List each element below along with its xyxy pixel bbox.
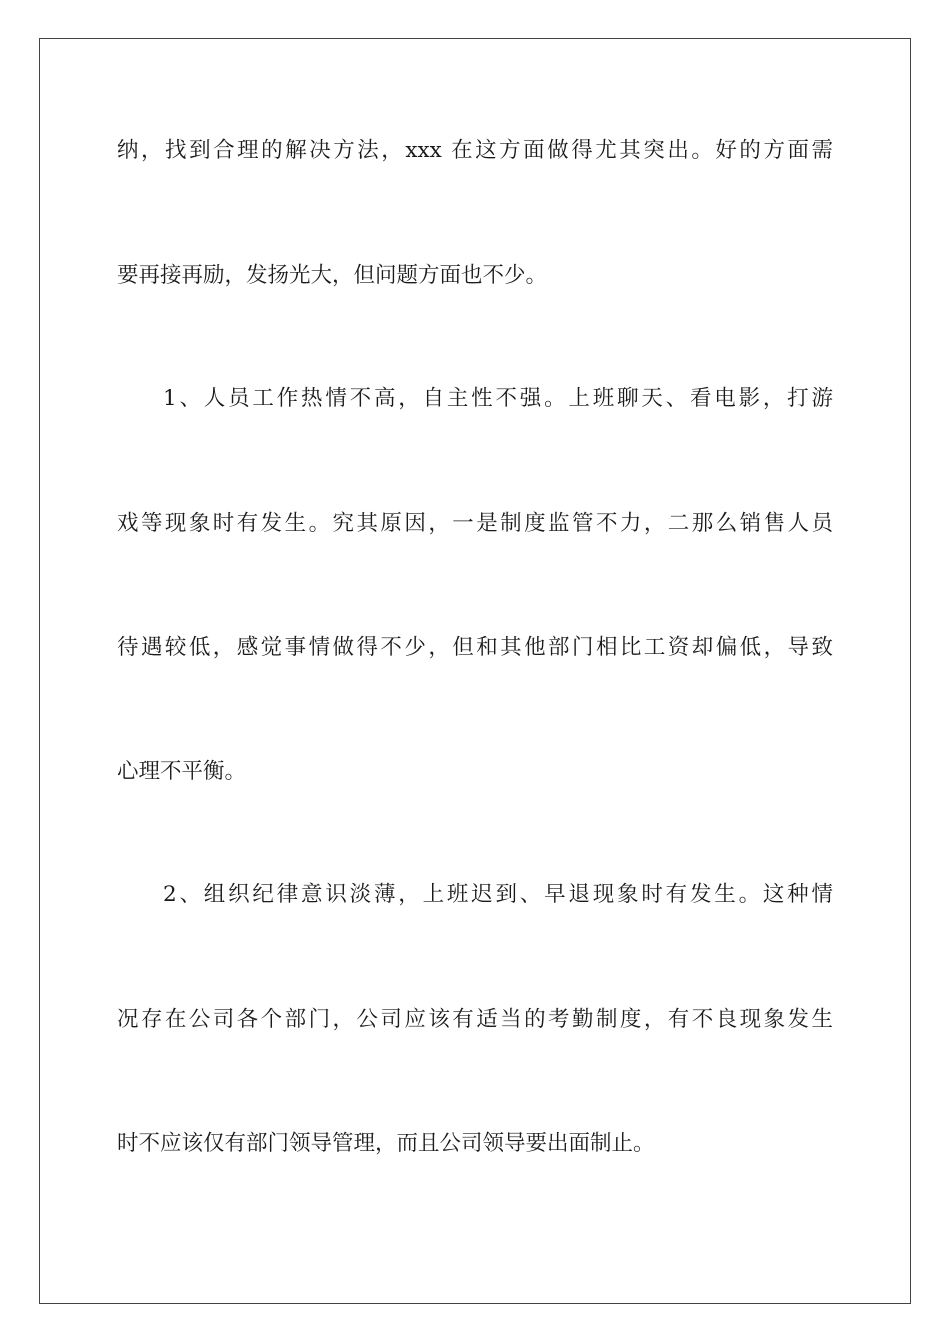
text-line: 心理不平衡。: [117, 759, 247, 784]
paragraph-first-line: 1、人员工作热情不高，自主性不强。上班聊天、看电影，打游: [163, 386, 833, 411]
page-border: [39, 38, 911, 1304]
text-line: 要再接再励，发扬光大，但问题方面也不少。: [117, 263, 548, 288]
text-line: 戏等现象时有发生。究其原因，一是制度监管不力，二那么销售人员: [117, 511, 833, 536]
text-line: 待遇较低，感觉事情做得不少，但和其他部门相比工资却偏低，导致: [117, 635, 833, 660]
text-line: 纳，找到合理的解决方法，xxx 在这方面做得尤其突出。好的方面需: [117, 138, 833, 163]
text-line: 况存在公司各个部门，公司应该有适当的考勤制度，有不良现象发生: [117, 1007, 833, 1032]
text-line: 时不应该仅有部门领导管理，而且公司领导要出面制止。: [117, 1131, 655, 1156]
paragraph-first-line: 2、组织纪律意识淡薄，上班迟到、早退现象时有发生。这种情: [163, 882, 833, 907]
